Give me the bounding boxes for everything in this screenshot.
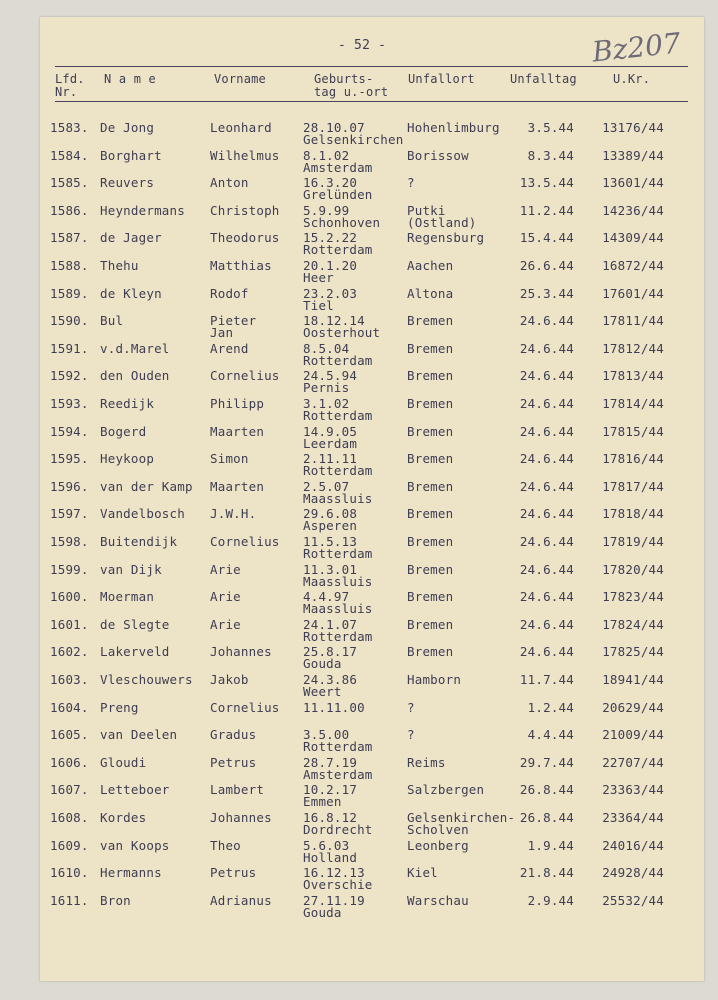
header-vorname: Vorname xyxy=(214,72,266,86)
cell-unfallort: Bremen xyxy=(407,616,454,632)
cell-geburtsort: Rotterdam xyxy=(303,352,373,368)
cell-unfalltag: 26.6.44 xyxy=(519,258,574,273)
cell-ukr-nummer: 14236/44 xyxy=(602,202,664,218)
cell-name: Heykoop xyxy=(100,451,155,467)
cell-unfallort: Bremen xyxy=(407,423,454,439)
cell-ukr-nummer: 17813/44 xyxy=(602,368,664,384)
header-unfallort: Unfallort xyxy=(408,72,475,86)
cell-unfalltag: 24.6.44 xyxy=(519,451,574,467)
cell-lfd-nr: 1594. xyxy=(50,423,89,439)
cell-geburtstag: 8.1.02 xyxy=(303,147,350,163)
cell-vorname: Maarten xyxy=(210,423,265,439)
cell-name: Reedijk xyxy=(100,396,155,411)
cell-vorname: Leonhard xyxy=(210,120,272,135)
cell-lfd-nr: 1609. xyxy=(50,837,89,853)
cell-ukr-nummer: 16872/44 xyxy=(602,258,664,273)
cell-vorname: Petrus xyxy=(210,865,257,881)
page-number: - 52 - xyxy=(338,38,387,53)
cell-unfallort: Warschau xyxy=(407,892,469,908)
cell-unfallort: Bremen xyxy=(407,644,454,660)
cell-ukr-nummer: 13176/44 xyxy=(602,120,664,135)
table-row xyxy=(40,480,704,508)
cell-geburtsort: Rotterdam xyxy=(303,463,373,479)
cell-lfd-nr: 1584. xyxy=(50,147,89,163)
table-row xyxy=(40,756,704,784)
cell-unfalltag: 24.6.44 xyxy=(519,340,574,356)
table-row xyxy=(40,369,704,397)
cell-unfalltag: 24.6.44 xyxy=(519,534,574,549)
cell-unfallort: Gelsenkirchen- xyxy=(407,810,516,825)
cell-lfd-nr: 1591. xyxy=(50,340,89,356)
cell-name: Bron xyxy=(100,892,131,908)
cell-unfalltag: 24.6.44 xyxy=(519,368,574,384)
cell-geburtsort: Maassluis xyxy=(303,490,373,506)
cell-unfalltag: 8.3.44 xyxy=(527,147,574,163)
cell-unfalltag: 24.6.44 xyxy=(519,561,574,577)
cell-name: Reuvers xyxy=(100,175,155,191)
cell-lfd-nr: 1596. xyxy=(50,478,89,494)
cell-geburtstag: 16.8.12 xyxy=(303,810,358,825)
cell-ukr-nummer: 17817/44 xyxy=(602,478,664,494)
cell-geburtstag: 8.5.04 xyxy=(303,340,350,356)
cell-lfd-nr: 1597. xyxy=(50,506,89,522)
cell-geburtsort: Rotterdam xyxy=(303,408,373,423)
cell-vorname: Johannes xyxy=(210,644,272,660)
cell-vorname: Christoph xyxy=(210,202,280,218)
cell-geburtstag: 3.5.00 xyxy=(303,727,350,743)
cell-geburtsort: Rotterdam xyxy=(303,739,373,755)
table-row xyxy=(40,507,704,535)
cell-lfd-nr: 1606. xyxy=(50,754,89,770)
cell-name: v.d.Marel xyxy=(100,340,170,356)
cell-unfalltag: 26.8.44 xyxy=(519,810,574,825)
cell-unfallort: Bremen xyxy=(407,506,454,522)
cell-lfd-nr: 1604. xyxy=(50,699,89,715)
table-row xyxy=(40,231,704,259)
cell-name: Gloudi xyxy=(100,754,147,770)
cell-geburtstag: 24.1.07 xyxy=(303,616,358,632)
table-row xyxy=(40,535,704,563)
cell-geburtstag: 24.3.86 xyxy=(303,672,358,687)
cell-unfalltag: 24.6.44 xyxy=(519,589,574,605)
cell-unfalltag: 26.8.44 xyxy=(519,782,574,798)
cell-ukr-nummer: 22707/44 xyxy=(602,754,664,770)
cell-geburtsort: Amsterdam xyxy=(303,159,373,175)
cell-unfalltag: 2.9.44 xyxy=(527,892,574,908)
cell-geburtstag: 5.6.03 xyxy=(303,837,350,853)
cell-geburtstag: 28.7.19 xyxy=(303,754,358,770)
cell-name: van Koops xyxy=(100,837,170,853)
cell-geburtsort: Rotterdam xyxy=(303,546,373,561)
cell-unfalltag: 21.8.44 xyxy=(519,865,574,881)
cell-lfd-nr: 1603. xyxy=(50,672,89,687)
cell-ukr-nummer: 18941/44 xyxy=(602,672,664,687)
cell-name: Bul xyxy=(100,313,124,329)
cell-lfd-nr: 1586. xyxy=(50,202,89,218)
cell-lfd-nr: 1611. xyxy=(50,892,89,908)
cell-unfalltag: 11.7.44 xyxy=(519,672,574,687)
cell-vorname: Adrianus xyxy=(210,892,272,908)
cell-geburtstag: 16.3.20 xyxy=(303,175,358,191)
cell-lfd-nr: 1607. xyxy=(50,782,89,798)
cell-ukr-nummer: 14309/44 xyxy=(602,230,664,246)
cell-geburtsort: Rotterdam xyxy=(303,628,373,644)
cell-ukr-nummer: 24016/44 xyxy=(602,837,664,853)
cell-geburtstag: 11.5.13 xyxy=(303,534,358,549)
handwritten-archive-mark: Bz207 xyxy=(590,26,683,69)
cell-ukr-nummer: 23363/44 xyxy=(602,782,664,798)
header-ukr: U.Kr. xyxy=(613,72,651,86)
table-row xyxy=(40,701,704,729)
cell-geburtstag: 23.2.03 xyxy=(303,285,358,301)
table-row xyxy=(40,149,704,177)
cell-name: van der Kamp xyxy=(100,478,193,494)
cell-unfallort: Reims xyxy=(407,754,446,770)
table-row xyxy=(40,425,704,453)
cell-geburtstag: 3.1.02 xyxy=(303,396,350,411)
table-row xyxy=(40,259,704,287)
cell-name: de Kleyn xyxy=(100,285,162,301)
cell-ukr-nummer: 13389/44 xyxy=(602,147,664,163)
cell-geburtstag: 11.3.01 xyxy=(303,561,358,577)
cell-lfd-nr: 1583. xyxy=(50,120,89,135)
cell-ukr-nummer: 17812/44 xyxy=(602,340,664,356)
cell-ukr-nummer: 17820/44 xyxy=(602,561,664,577)
cell-unfalltag: 4.4.44 xyxy=(527,727,574,743)
cell-ukr-nummer: 17811/44 xyxy=(602,313,664,329)
table-row xyxy=(40,618,704,646)
cell-geburtstag: 27.11.19 xyxy=(303,892,365,908)
table-row xyxy=(40,783,704,811)
header-rule-top xyxy=(55,66,688,67)
cell-unfallort: Kiel xyxy=(407,865,438,881)
header-lfd-nr-line1: Lfd. xyxy=(55,72,85,86)
cell-lfd-nr: 1600. xyxy=(50,589,89,605)
cell-geburtsort: Tiel xyxy=(303,297,334,313)
cell-unfallort: Bremen xyxy=(407,340,454,356)
cell-vorname: Jakob xyxy=(210,672,249,687)
cell-lfd-nr: 1605. xyxy=(50,727,89,743)
cell-name: Kordes xyxy=(100,810,147,825)
cell-unfallort: Bremen xyxy=(407,396,454,411)
header-geburts-line2: tag u.-ort xyxy=(314,85,389,99)
cell-unfallort: Bremen xyxy=(407,589,454,605)
cell-unfallort: Bremen xyxy=(407,561,454,577)
cell-unfalltag: 24.6.44 xyxy=(519,616,574,632)
cell-geburtstag: 16.12.13 xyxy=(303,865,365,881)
cell-lfd-nr: 1595. xyxy=(50,451,89,467)
cell-vorname: Anton xyxy=(210,175,249,191)
cell-geburtstag: 24.5.94 xyxy=(303,368,358,384)
cell-unfallort: ? xyxy=(407,699,415,715)
cell-lfd-nr: 1593. xyxy=(50,396,89,411)
table-row xyxy=(40,452,704,480)
cell-ukr-nummer: 17825/44 xyxy=(602,644,664,660)
cell-geburtsort: Dordrecht xyxy=(303,822,373,837)
cell-ukr-nummer: 17824/44 xyxy=(602,616,664,632)
cell-ukr-nummer: 13601/44 xyxy=(602,175,664,191)
cell-vorname: J.W.H. xyxy=(210,506,257,522)
cell-lfd-nr: 1592. xyxy=(50,368,89,384)
cell-lfd-nr: 1602. xyxy=(50,644,89,660)
cell-unfalltag: 29.7.44 xyxy=(519,754,574,770)
cell-name: Preng xyxy=(100,699,139,715)
cell-lfd-nr: 1601. xyxy=(50,616,89,632)
cell-vorname: Arie xyxy=(210,561,241,577)
cell-ukr-nummer: 24928/44 xyxy=(602,865,664,881)
cell-name: de Jager xyxy=(100,230,162,246)
cell-vorname: Matthias xyxy=(210,258,272,273)
cell-geburtstag: 25.8.17 xyxy=(303,644,358,660)
cell-unfallort: Aachen xyxy=(407,258,454,273)
table-row xyxy=(40,342,704,370)
cell-name: den Ouden xyxy=(100,368,170,384)
cell-geburtsort: Overschie xyxy=(303,877,373,893)
cell-geburtsort: Gouda xyxy=(303,656,342,672)
cell-ukr-nummer: 23364/44 xyxy=(602,810,664,825)
cell-geburtsort: Pernis xyxy=(303,380,350,396)
cell-vorname: Johannes xyxy=(210,810,272,825)
cell-lfd-nr: 1610. xyxy=(50,865,89,881)
table-row xyxy=(40,397,704,425)
header-rule-bottom xyxy=(55,101,688,102)
table-row xyxy=(40,811,704,839)
cell-geburtsort: Oosterhout xyxy=(303,325,381,341)
cell-unfallort: Bremen xyxy=(407,368,454,384)
cell-unfalltag: 11.2.44 xyxy=(519,202,574,218)
table-row xyxy=(40,314,704,342)
cell-name: Buitendijk xyxy=(100,534,178,549)
cell-unfallort: Borissow xyxy=(407,147,469,163)
cell-name: Bogerd xyxy=(100,423,147,439)
cell-ukr-nummer: 17816/44 xyxy=(602,451,664,467)
table-row xyxy=(40,287,704,315)
table-row xyxy=(40,204,704,232)
cell-lfd-nr: 1599. xyxy=(50,561,89,577)
cell-geburtsort: Leerdam xyxy=(303,435,358,451)
table-row xyxy=(40,176,704,204)
cell-lfd-nr: 1608. xyxy=(50,810,89,825)
cell-unfallort: Putki xyxy=(407,202,446,218)
cell-geburtsort: Grelünden xyxy=(303,187,373,203)
cell-unfalltag: 25.3.44 xyxy=(519,285,574,301)
cell-ukr-nummer: 17601/44 xyxy=(602,285,664,301)
cell-geburtstag: 29.6.08 xyxy=(303,506,358,522)
cell-geburtsort: Gouda xyxy=(303,904,342,920)
cell-unfalltag: 24.6.44 xyxy=(519,396,574,411)
cell-geburtsort: Holland xyxy=(303,849,358,865)
cell-geburtsort: Schonhoven xyxy=(303,214,381,230)
cell-vorname: Rodof xyxy=(210,285,249,301)
cell-unfallort: Bremen xyxy=(407,313,454,329)
cell-geburtsort: Maassluis xyxy=(303,573,373,589)
cell-ukr-nummer: 17819/44 xyxy=(602,534,664,549)
table-row xyxy=(40,590,704,618)
header-unfalltag: Unfalltag xyxy=(510,72,577,86)
header-lfd-nr-line2: Nr. xyxy=(55,85,78,99)
cell-lfd-nr: 1588. xyxy=(50,258,89,273)
cell-unfallort: Salzbergen xyxy=(407,782,485,798)
cell-geburtstag: 20.1.20 xyxy=(303,258,358,273)
cell-ukr-nummer: 21009/44 xyxy=(602,727,664,743)
cell-unfalltag: 3.5.44 xyxy=(527,120,574,135)
cell-unfallort: Altona xyxy=(407,285,454,301)
cell-unfallort-line2: (Ostland) xyxy=(407,214,477,230)
cell-unfallort: ? xyxy=(407,175,415,191)
cell-ukr-nummer: 20629/44 xyxy=(602,699,664,715)
cell-ukr-nummer: 17818/44 xyxy=(602,506,664,522)
table-row xyxy=(40,673,704,701)
cell-vorname: Cornelius xyxy=(210,534,280,549)
table-row xyxy=(40,563,704,591)
cell-geburtstag: 5.9.99 xyxy=(303,202,350,218)
cell-name: Borghart xyxy=(100,147,162,163)
cell-unfalltag: 24.6.44 xyxy=(519,478,574,494)
cell-name: Moerman xyxy=(100,589,155,605)
cell-vorname: Wilhelmus xyxy=(210,147,280,163)
cell-unfallort: Hamborn xyxy=(407,672,462,687)
cell-unfalltag: 24.6.44 xyxy=(519,423,574,439)
cell-geburtsort: Maassluis xyxy=(303,601,373,617)
table-row xyxy=(40,866,704,894)
cell-vorname: Gradus xyxy=(210,727,257,743)
cell-unfalltag: 15.4.44 xyxy=(519,230,574,246)
cell-unfallort: Bremen xyxy=(407,478,454,494)
cell-lfd-nr: 1587. xyxy=(50,230,89,246)
cell-unfallort: Hohenlimburg xyxy=(407,120,500,135)
cell-vorname: Simon xyxy=(210,451,249,467)
cell-vorname: Theodorus xyxy=(210,230,280,246)
cell-name: Vleschouwers xyxy=(100,672,193,687)
cell-name: Hermanns xyxy=(100,865,162,881)
cell-geburtsort: Gelsenkirchen xyxy=(303,132,404,147)
cell-name: Vandelbosch xyxy=(100,506,185,522)
cell-vorname-line2: Jan xyxy=(210,325,234,341)
cell-vorname: Arie xyxy=(210,616,241,632)
cell-geburtstag: 2.5.07 xyxy=(303,478,350,494)
cell-name: van Deelen xyxy=(100,727,178,743)
cell-unfallort: Bremen xyxy=(407,534,454,549)
cell-unfallort: Regensburg xyxy=(407,230,485,246)
cell-vorname: Arend xyxy=(210,340,249,356)
cell-unfalltag: 24.6.44 xyxy=(519,313,574,329)
table-row xyxy=(40,894,704,922)
header-name: N a m e xyxy=(104,72,156,86)
cell-geburtstag: 28.10.07 xyxy=(303,120,365,135)
cell-geburtstag: 18.12.14 xyxy=(303,313,365,329)
cell-unfalltag: 24.6.44 xyxy=(519,506,574,522)
header-geburts-line1: Geburts- xyxy=(314,72,374,86)
cell-lfd-nr: 1585. xyxy=(50,175,89,191)
table-row xyxy=(40,645,704,673)
cell-unfallort-line2: Scholven xyxy=(407,822,469,837)
cell-unfallort: Bremen xyxy=(407,451,454,467)
cell-unfalltag: 24.6.44 xyxy=(519,644,574,660)
cell-vorname: Maarten xyxy=(210,478,265,494)
cell-geburtsort: Asperen xyxy=(303,518,358,534)
cell-geburtsort: Rotterdam xyxy=(303,242,373,258)
cell-name: Heyndermans xyxy=(100,202,185,218)
cell-vorname: Philipp xyxy=(210,396,265,411)
cell-ukr-nummer: 17815/44 xyxy=(602,423,664,439)
cell-vorname: Theo xyxy=(210,837,241,853)
cell-ukr-nummer: 17823/44 xyxy=(602,589,664,605)
cell-lfd-nr: 1589. xyxy=(50,285,89,301)
cell-name: de Slegte xyxy=(100,616,170,632)
cell-name: De Jong xyxy=(100,120,155,135)
table-row xyxy=(40,839,704,867)
cell-vorname: Petrus xyxy=(210,754,257,770)
cell-name: van Dijk xyxy=(100,561,162,577)
cell-name: Letteboer xyxy=(100,782,170,798)
cell-unfallort: Leonberg xyxy=(407,837,469,853)
cell-geburtstag: 4.4.97 xyxy=(303,589,350,605)
document-page xyxy=(40,17,704,981)
cell-vorname: Lambert xyxy=(210,782,265,798)
cell-geburtstag: 2.11.11 xyxy=(303,451,358,467)
cell-geburtsort: Emmen xyxy=(303,794,342,810)
cell-geburtstag: 10.2.17 xyxy=(303,782,358,798)
cell-vorname: Arie xyxy=(210,589,241,605)
cell-ukr-nummer: 17814/44 xyxy=(602,396,664,411)
cell-unfalltag: 13.5.44 xyxy=(519,175,574,191)
cell-geburtsort: Heer xyxy=(303,270,334,285)
cell-geburtstag: 14.9.05 xyxy=(303,423,358,439)
cell-vorname: Cornelius xyxy=(210,699,280,715)
cell-geburtsort: Amsterdam xyxy=(303,766,373,782)
table-row xyxy=(40,728,704,756)
cell-geburtstag: 11.11.00 xyxy=(303,699,365,715)
cell-lfd-nr: 1598. xyxy=(50,534,89,549)
cell-geburtsort: Weert xyxy=(303,684,342,699)
table-row xyxy=(40,121,704,149)
cell-unfallort: ? xyxy=(407,727,415,743)
cell-ukr-nummer: 25532/44 xyxy=(602,892,664,908)
cell-lfd-nr: 1590. xyxy=(50,313,89,329)
cell-name: Thehu xyxy=(100,258,139,273)
cell-geburtstag: 15.2.22 xyxy=(303,230,358,246)
cell-vorname: Cornelius xyxy=(210,368,280,384)
cell-unfalltag: 1.9.44 xyxy=(527,837,574,853)
cell-unfalltag: 1.2.44 xyxy=(527,699,574,715)
cell-vorname: Pieter xyxy=(210,313,257,329)
cell-name: Lakerveld xyxy=(100,644,170,660)
